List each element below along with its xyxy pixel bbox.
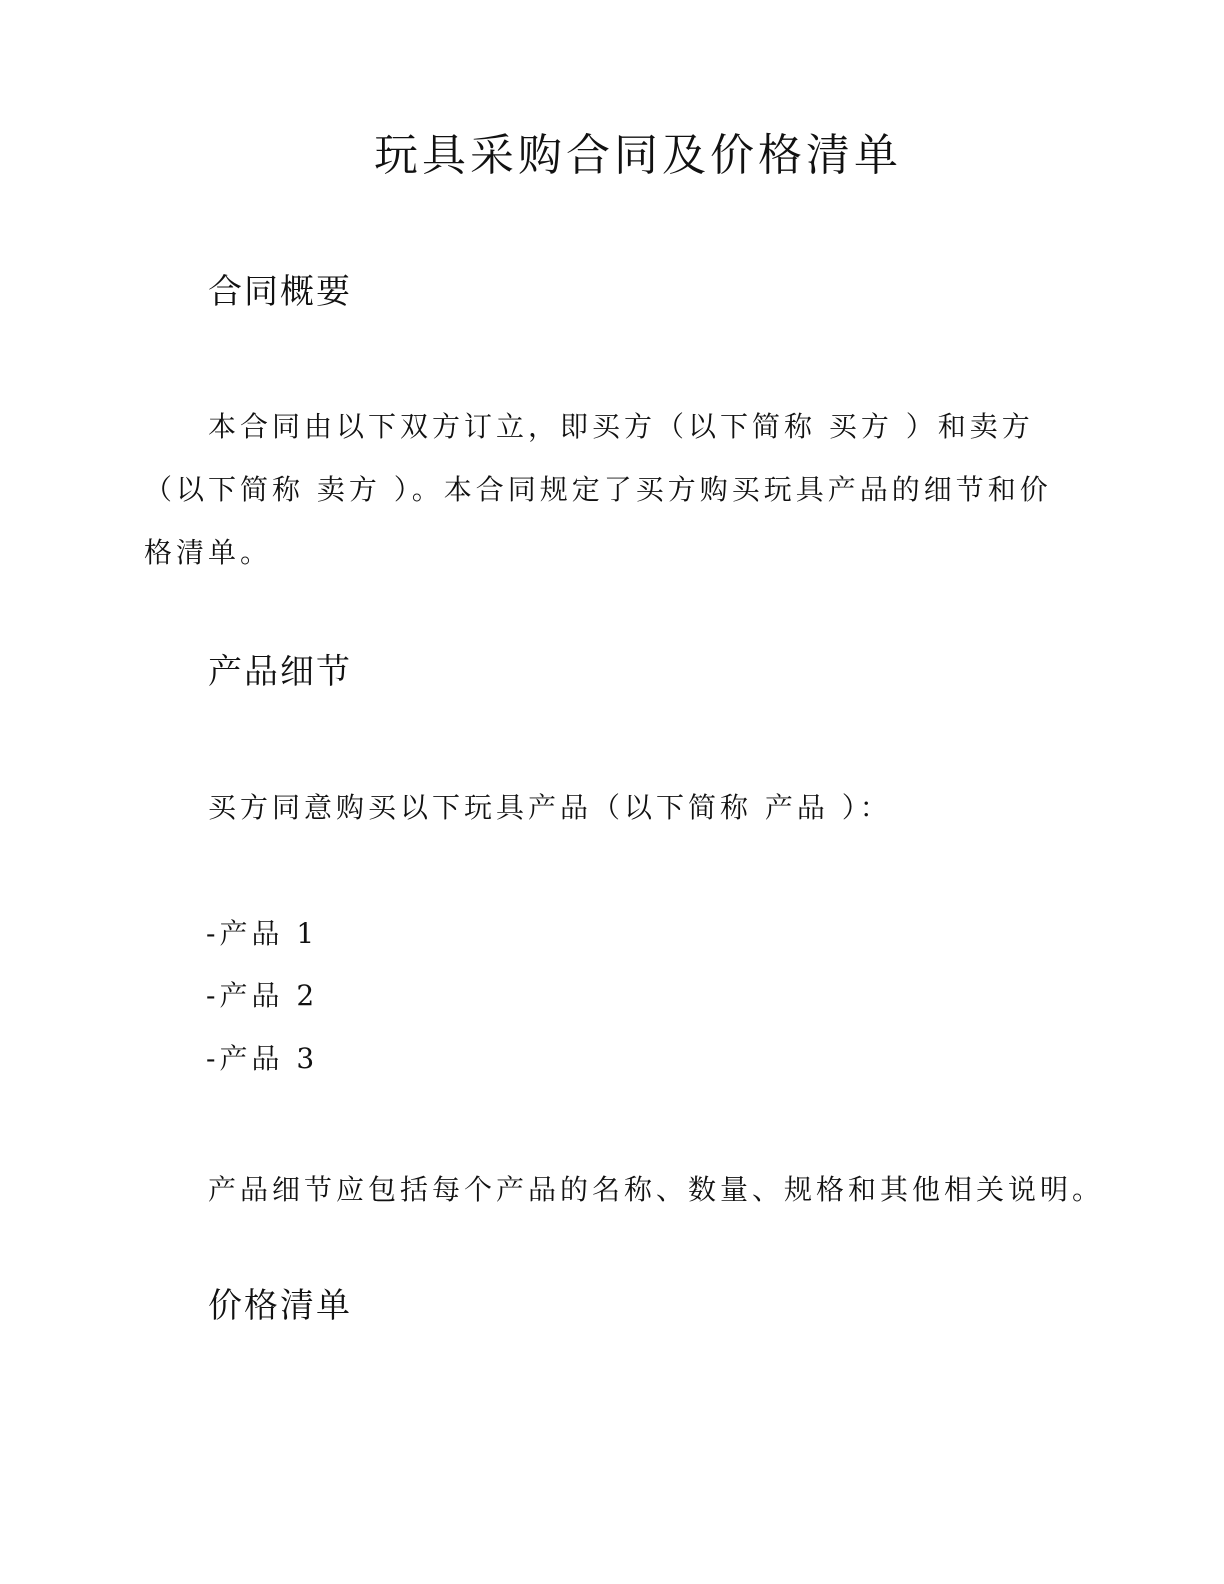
product-list-item-2: -产品 2 xyxy=(206,979,319,1012)
section-heading-overview: 合同概要 xyxy=(208,272,352,312)
section-heading-price-list: 价格清单 xyxy=(208,1286,352,1326)
product-note-paragraph: 产品细节应包括每个产品的名称、数量、规格和其他相关说明。 xyxy=(208,1173,1105,1206)
product-list-item-1: -产品 1 xyxy=(206,917,319,950)
product-list-item-3: -产品 3 xyxy=(206,1042,319,1075)
section-heading-product-details: 产品细节 xyxy=(208,652,352,692)
overview-paragraph: 本合同由以下双方订立，即买方（以下简称 买方 ）和卖方（以下简称 卖方 ）。本合同规定了买方购买玩具产品的细节和价格清单。 xyxy=(144,410,1052,569)
document-title: 玩具采购合同及价格清单 xyxy=(374,130,902,181)
product-intro-paragraph: 买方同意购买以下玩具产品（以下简称 产品 ）： xyxy=(208,791,892,824)
